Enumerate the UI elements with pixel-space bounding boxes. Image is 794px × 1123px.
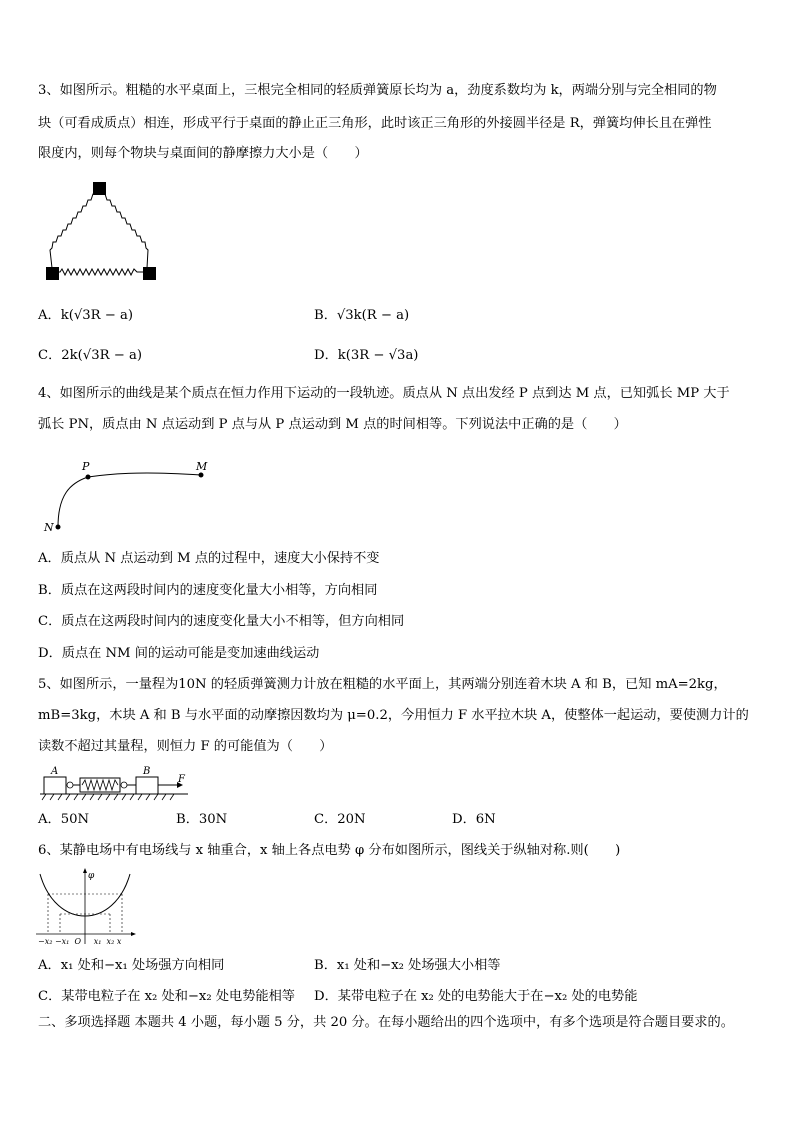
q6-option-d[interactable]: D．某带电粒子在 x₂ 处的电势能大于在−x₂ 处的电势能 bbox=[314, 989, 638, 1004]
spring-left bbox=[50, 188, 99, 268]
q5-option-b[interactable]: B．30N bbox=[176, 812, 228, 827]
q3-stem-line-3: 限度内，则每个物块与桌面间的静摩擦力大小是（ ） bbox=[38, 146, 368, 161]
q5-option-d[interactable]: D．6N bbox=[452, 812, 496, 827]
q3-option-d[interactable]: D．k(3R − √3a) bbox=[314, 348, 419, 363]
hook-right bbox=[121, 782, 127, 788]
block-right bbox=[143, 267, 156, 280]
q5-option-a[interactable]: A．50N bbox=[38, 812, 90, 827]
q4-option-b[interactable]: B．质点在这两段时间内的速度变化量大小相等，方向相同 bbox=[38, 583, 378, 598]
block-a bbox=[44, 777, 66, 794]
q5-stem-line-2: mB=3kg，木块 A 和 B 与水平面的动摩擦因数均为 μ=0.2，今用恒力 F 水平拉木块 A，使整体一起运动，要使测力计的 bbox=[38, 708, 749, 723]
spring-triangle-figure bbox=[42, 180, 162, 285]
point-p bbox=[86, 475, 91, 480]
point-m bbox=[199, 473, 204, 478]
section-2-heading: 二、多项选择题 本题共 4 小题，每小题 5 分，共 20 分。在每小题给出的四个选项中，有多个选项是符合题目要求的。 bbox=[38, 1015, 734, 1030]
q3-option-b[interactable]: B．√3k(R − a) bbox=[314, 308, 410, 323]
q4-stem-line-2: 弧长 PN，质点由 N 点运动到 P 点与从 P 点运动到 M 点的时间相等。下列说法中正确的是（ ） bbox=[38, 417, 627, 432]
block-b bbox=[136, 777, 158, 794]
spring-bottom bbox=[54, 269, 146, 275]
trajectory-curve bbox=[58, 473, 201, 527]
label-a: A bbox=[51, 766, 59, 777]
q5-stem-line-1: 5、如图所示，一量程为10N 的轻质弹簧测力计放在粗糙的水平面上，其两端分别连着木块 A 和 B，已知 mA=2kg， bbox=[38, 677, 727, 692]
q3-stem-line-1: 3、如图所示。粗糙的水平桌面上，三根完全相同的轻质弹簧原长均为 a，劲度系数均为 k，两端分别与完全相同的物 bbox=[38, 83, 717, 98]
spring-scale-figure bbox=[38, 764, 198, 802]
q6-stem-line-1: 6、某静电场中有电场线与 x 轴重合，x 轴上各点电势 φ 分布如图所示，图线关于纵轴对称.则( ) bbox=[38, 843, 621, 858]
ground-hatch bbox=[42, 794, 174, 800]
x-axis-arrow bbox=[131, 932, 136, 936]
q4-option-a[interactable]: A．质点从 N 点运动到 M 点的过程中，速度大小保持不变 bbox=[38, 551, 380, 566]
q4-option-c[interactable]: C．质点在这两段时间内的速度变化量大小不相等，但方向相同 bbox=[38, 614, 405, 629]
q3-option-a[interactable]: A．k(√3R − a) bbox=[38, 308, 134, 323]
label-p: P bbox=[82, 460, 90, 473]
q3-stem-line-2: 块（可看成质点）相连，形成平行于桌面的静止正三角形，此时该正三角形的外接圆半径是 R，弹簧均伸长且在弹性 bbox=[38, 116, 712, 131]
q5-stem-line-3: 读数不超过其量程，则恒力 F 的可能值为（ ） bbox=[38, 739, 333, 754]
point-n bbox=[56, 525, 61, 530]
phi-axis-arrow bbox=[83, 868, 87, 873]
axis-tick-labels: −x₂ −x₁ O x₁ x₂ x bbox=[38, 937, 122, 946]
q6-option-a[interactable]: A．x₁ 处和−x₁ 处场强方向相同 bbox=[38, 958, 225, 973]
label-b: B bbox=[143, 766, 151, 777]
phi-label: φ bbox=[88, 871, 95, 881]
block-left bbox=[46, 267, 59, 280]
q6-option-b[interactable]: B．x₁ 处和−x₂ 处场强大小相等 bbox=[314, 958, 501, 973]
block-top bbox=[93, 182, 106, 195]
q3-option-c[interactable]: C．2k(√3R − a) bbox=[38, 348, 142, 363]
q4-stem-line-1: 4、如图所示的曲线是某个质点在恒力作用下运动的一段轨迹。质点从 N 点出发经 P 点到达 M 点，已知弧长 MP 大于 bbox=[38, 386, 730, 401]
spring-right bbox=[99, 188, 148, 268]
potential-graph-figure bbox=[34, 866, 144, 948]
label-n: N bbox=[44, 521, 54, 534]
trajectory-figure bbox=[38, 455, 218, 535]
hook-left bbox=[67, 782, 73, 788]
label-m: M bbox=[196, 460, 208, 473]
q6-option-c[interactable]: C．某带电粒子在 x₂ 处和−x₂ 处电势能相等 bbox=[38, 989, 295, 1004]
q4-option-d[interactable]: D．质点在 NM 间的运动可能是变加速曲线运动 bbox=[38, 646, 320, 661]
label-f: F bbox=[178, 774, 185, 785]
q5-option-c[interactable]: C．20N bbox=[314, 812, 366, 827]
